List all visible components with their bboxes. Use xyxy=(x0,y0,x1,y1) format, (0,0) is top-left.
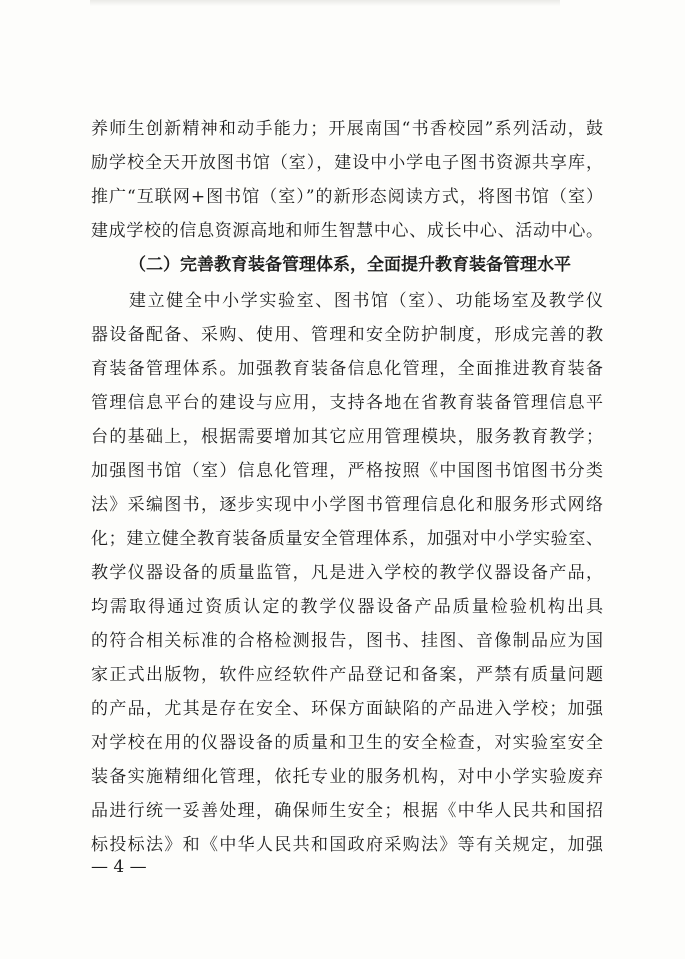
text-line-16: 的符合相关标准的合格检测报告，图书、挂图、音像制品应为国 xyxy=(91,631,603,651)
text-line-2: 励学校全天开放图书馆（室），建设中小学电子图书资源共享库， xyxy=(91,153,603,173)
text-line-4: 建成学校的信息资源高地和师生智慧中心、成长中心、活动中心。 xyxy=(91,221,603,241)
text-line-14: 教学仪器设备的质量监管，凡是进入学校的教学仪器设备产品， xyxy=(91,563,603,583)
text-line-17: 家正式出版物，软件应经软件产品登记和备案，严禁有质量问题 xyxy=(91,665,603,685)
text-line-19: 对学校在用的仪器设备的质量和卫生的安全检查，对实验室安全 xyxy=(91,733,603,753)
text-line-20: 装备实施精细化管理，依托专业的服务机构，对中小学实验废弃 xyxy=(91,767,603,787)
section-heading: （二）完善教育装备管理体系，全面提升教育装备管理水平 xyxy=(129,255,571,275)
scan-edge-shadow xyxy=(90,0,560,6)
text-line-13: 化；建立健全教育装备质量安全管理体系，加强对中小学实验室、 xyxy=(91,529,603,549)
page-number: — 4 — xyxy=(91,857,147,877)
text-line-22: 标投标法》和《中华人民共和国政府采购法》等有关规定，加强 xyxy=(91,835,603,855)
text-line-1: 养师生创新精神和动手能力；开展南国“书香校园”系列活动，鼓 xyxy=(91,119,603,139)
text-line-10: 台的基础上，根据需要增加其它应用管理模块，服务教育教学； xyxy=(91,427,603,447)
text-line-9: 管理信息平台的建设与应用，支持各地在省教育装备管理信息平 xyxy=(91,393,603,413)
text-line-18: 的产品，尤其是存在安全、环保方面缺陷的产品进入学校；加强 xyxy=(91,699,603,719)
text-line-11: 加强图书馆（室）信息化管理，严格按照《中国图书馆图书分类 xyxy=(91,461,603,481)
text-line-12: 法》采编图书，逐步实现中小学图书管理信息化和服务形式网络 xyxy=(91,495,603,515)
text-line-7: 器设备配备、采购、使用、管理和安全防护制度，形成完善的教 xyxy=(91,325,603,345)
text-line-3: 推广“互联网+图书馆（室）”的新形态阅读方式，将图书馆（室） xyxy=(91,187,603,207)
paragraph-first-line: 建立健全中小学实验室、图书馆（室）、功能场室及教学仪 xyxy=(129,291,603,311)
text-line-15: 均需取得通过资质认定的教学仪器设备产品质量检验机构出具 xyxy=(91,597,603,617)
text-line-21: 品进行统一妥善处理，确保师生安全；根据《中华人民共和国招 xyxy=(91,801,603,821)
text-line-8: 育装备管理体系。加强教育装备信息化管理，全面推进教育装备 xyxy=(91,359,603,379)
